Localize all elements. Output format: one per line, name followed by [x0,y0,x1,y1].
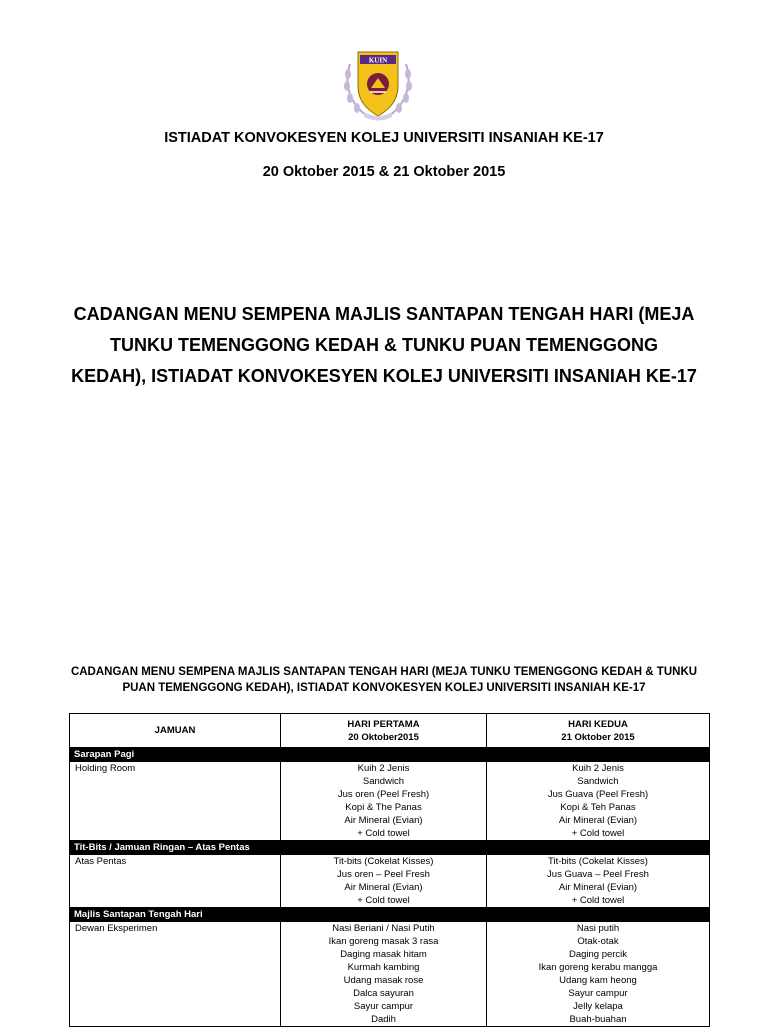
menu-item: Dadih [371,1014,396,1025]
header-day-1 [281,714,487,748]
menu-item: Daging masak hitam [340,949,427,960]
menu-item: Air Mineral (Evian) [344,882,423,893]
menu-item: Kopi & The Panas [345,802,422,813]
menu-item: Tit-bits (Cokelat Kisses) [548,856,648,867]
section-header-row [70,748,710,762]
section-header-row [70,841,710,855]
section-title: Majlis Santapan Tengah Hari [70,908,710,922]
section-header-row [70,908,710,922]
location-cell: Atas Pentas [70,855,281,908]
menu-table [69,713,710,1027]
menu-item: Dalca sayuran [353,988,414,999]
menu-item: Ikan goreng kerabu mangga [538,962,658,973]
menu-item: Sayur campur [353,1001,414,1012]
menu-item: Buah-buahan [569,1014,627,1025]
header-day-2-label: HARI KEDUA [568,718,628,730]
convocation-title: ISTIADAT KONVOKESYEN KOLEJ UNIVERSITI INSANIAH KE-17 [164,130,604,146]
location-cell: Dewan Eksperimen [70,922,281,1027]
university-crest-logo [340,42,416,124]
table-row [70,922,710,1027]
menu-item: Kuih 2 Jenis [357,763,410,774]
menu-table-body [70,748,710,1027]
menu-item: Jus oren (Peel Fresh) [337,789,430,800]
day2-menu-cell [487,855,710,908]
header-day-2-date: 21 Oktober 2015 [561,731,635,743]
menu-item: Jelly kelapa [573,1001,623,1012]
menu-item: Sayur campur [568,988,628,999]
main-title-line-2: TUNKU TEMENGGONG KEDAH & TUNKU PUAN TEMENGGONG [110,335,658,355]
convocation-dates: 20 Oktober 2015 & 21 Oktober 2015 [262,164,506,180]
day1-menu-cell [281,762,487,841]
table-caption-line-2: PUAN TEMENGGONG KEDAH), ISTIADAT KONVOKESYEN KOLEJ UNIVERSITI INSANIAH KE-17 [122,682,646,694]
day2-menu-cell [487,922,710,1027]
menu-item: Nasi putih [576,923,620,934]
menu-item: + Cold towel [357,828,410,839]
header-day-2 [487,714,710,748]
menu-item: + Cold towel [571,828,625,839]
menu-item: + Cold towel [357,895,410,906]
menu-item: Otak-otak [577,936,619,947]
main-title-line-3: KEDAH), ISTIADAT KONVOKESYEN KOLEJ UNIVERSITI INSANIAH KE-17 [71,366,697,386]
table-row [70,762,710,841]
menu-item: Jus Guava – Peel Fresh [547,869,649,880]
menu-item: Sandwich [577,776,619,787]
menu-item: Jus Guava (Peel Fresh) [547,789,649,800]
menu-item: Ikan goreng masak 3 rasa [328,936,439,947]
day2-menu-cell [487,762,710,841]
section-title: Sarapan Pagi [70,748,710,762]
day1-menu-cell [281,922,487,1027]
header-day-1-date: 20 Oktober2015 [348,731,419,743]
menu-item: Air Mineral (Evian) [558,882,638,893]
menu-item: Daging percik [568,949,628,960]
menu-item: Tit-bits (Cokelat Kisses) [333,856,434,867]
menu-item: Sandwich [362,776,405,787]
menu-item: Air Mineral (Evian) [344,815,423,826]
table-caption [60,664,708,696]
table-row [70,855,710,908]
menu-item: Nasi Beriani / Nasi Putih [332,923,435,934]
menu-item: Jus oren – Peel Fresh [337,869,430,880]
menu-item: Kopi & Teh Panas [560,802,636,813]
table-header-row [70,714,710,748]
menu-item: + Cold towel [571,895,625,906]
menu-item: Udang masak rose [343,975,424,986]
menu-item: Kurmah kambing [347,962,420,973]
menu-item: Air Mineral (Evian) [558,815,638,826]
section-title: Tit-Bits / Jamuan Ringan – Atas Pentas [70,841,710,855]
svg-text:KUIN: KUIN [368,56,388,65]
header-day-1-label: HARI PERTAMA [347,718,420,730]
day1-menu-cell [281,855,487,908]
location-cell: Holding Room [70,762,281,841]
document-main-title [60,299,708,392]
table-caption-line-1: CADANGAN MENU SEMPENA MAJLIS SANTAPAN TENGAH HARI (MEJA TUNKU TEMENGGONG KEDAH & TUNKU [70,666,698,678]
menu-item: Udang kam heong [559,975,637,986]
menu-item: Kuih 2 Jenis [572,763,624,774]
header-jamuan: JAMUAN [70,714,281,748]
main-title-line-1: CADANGAN MENU SEMPENA MAJLIS SANTAPAN TENGAH HARI (MEJA [73,304,695,324]
